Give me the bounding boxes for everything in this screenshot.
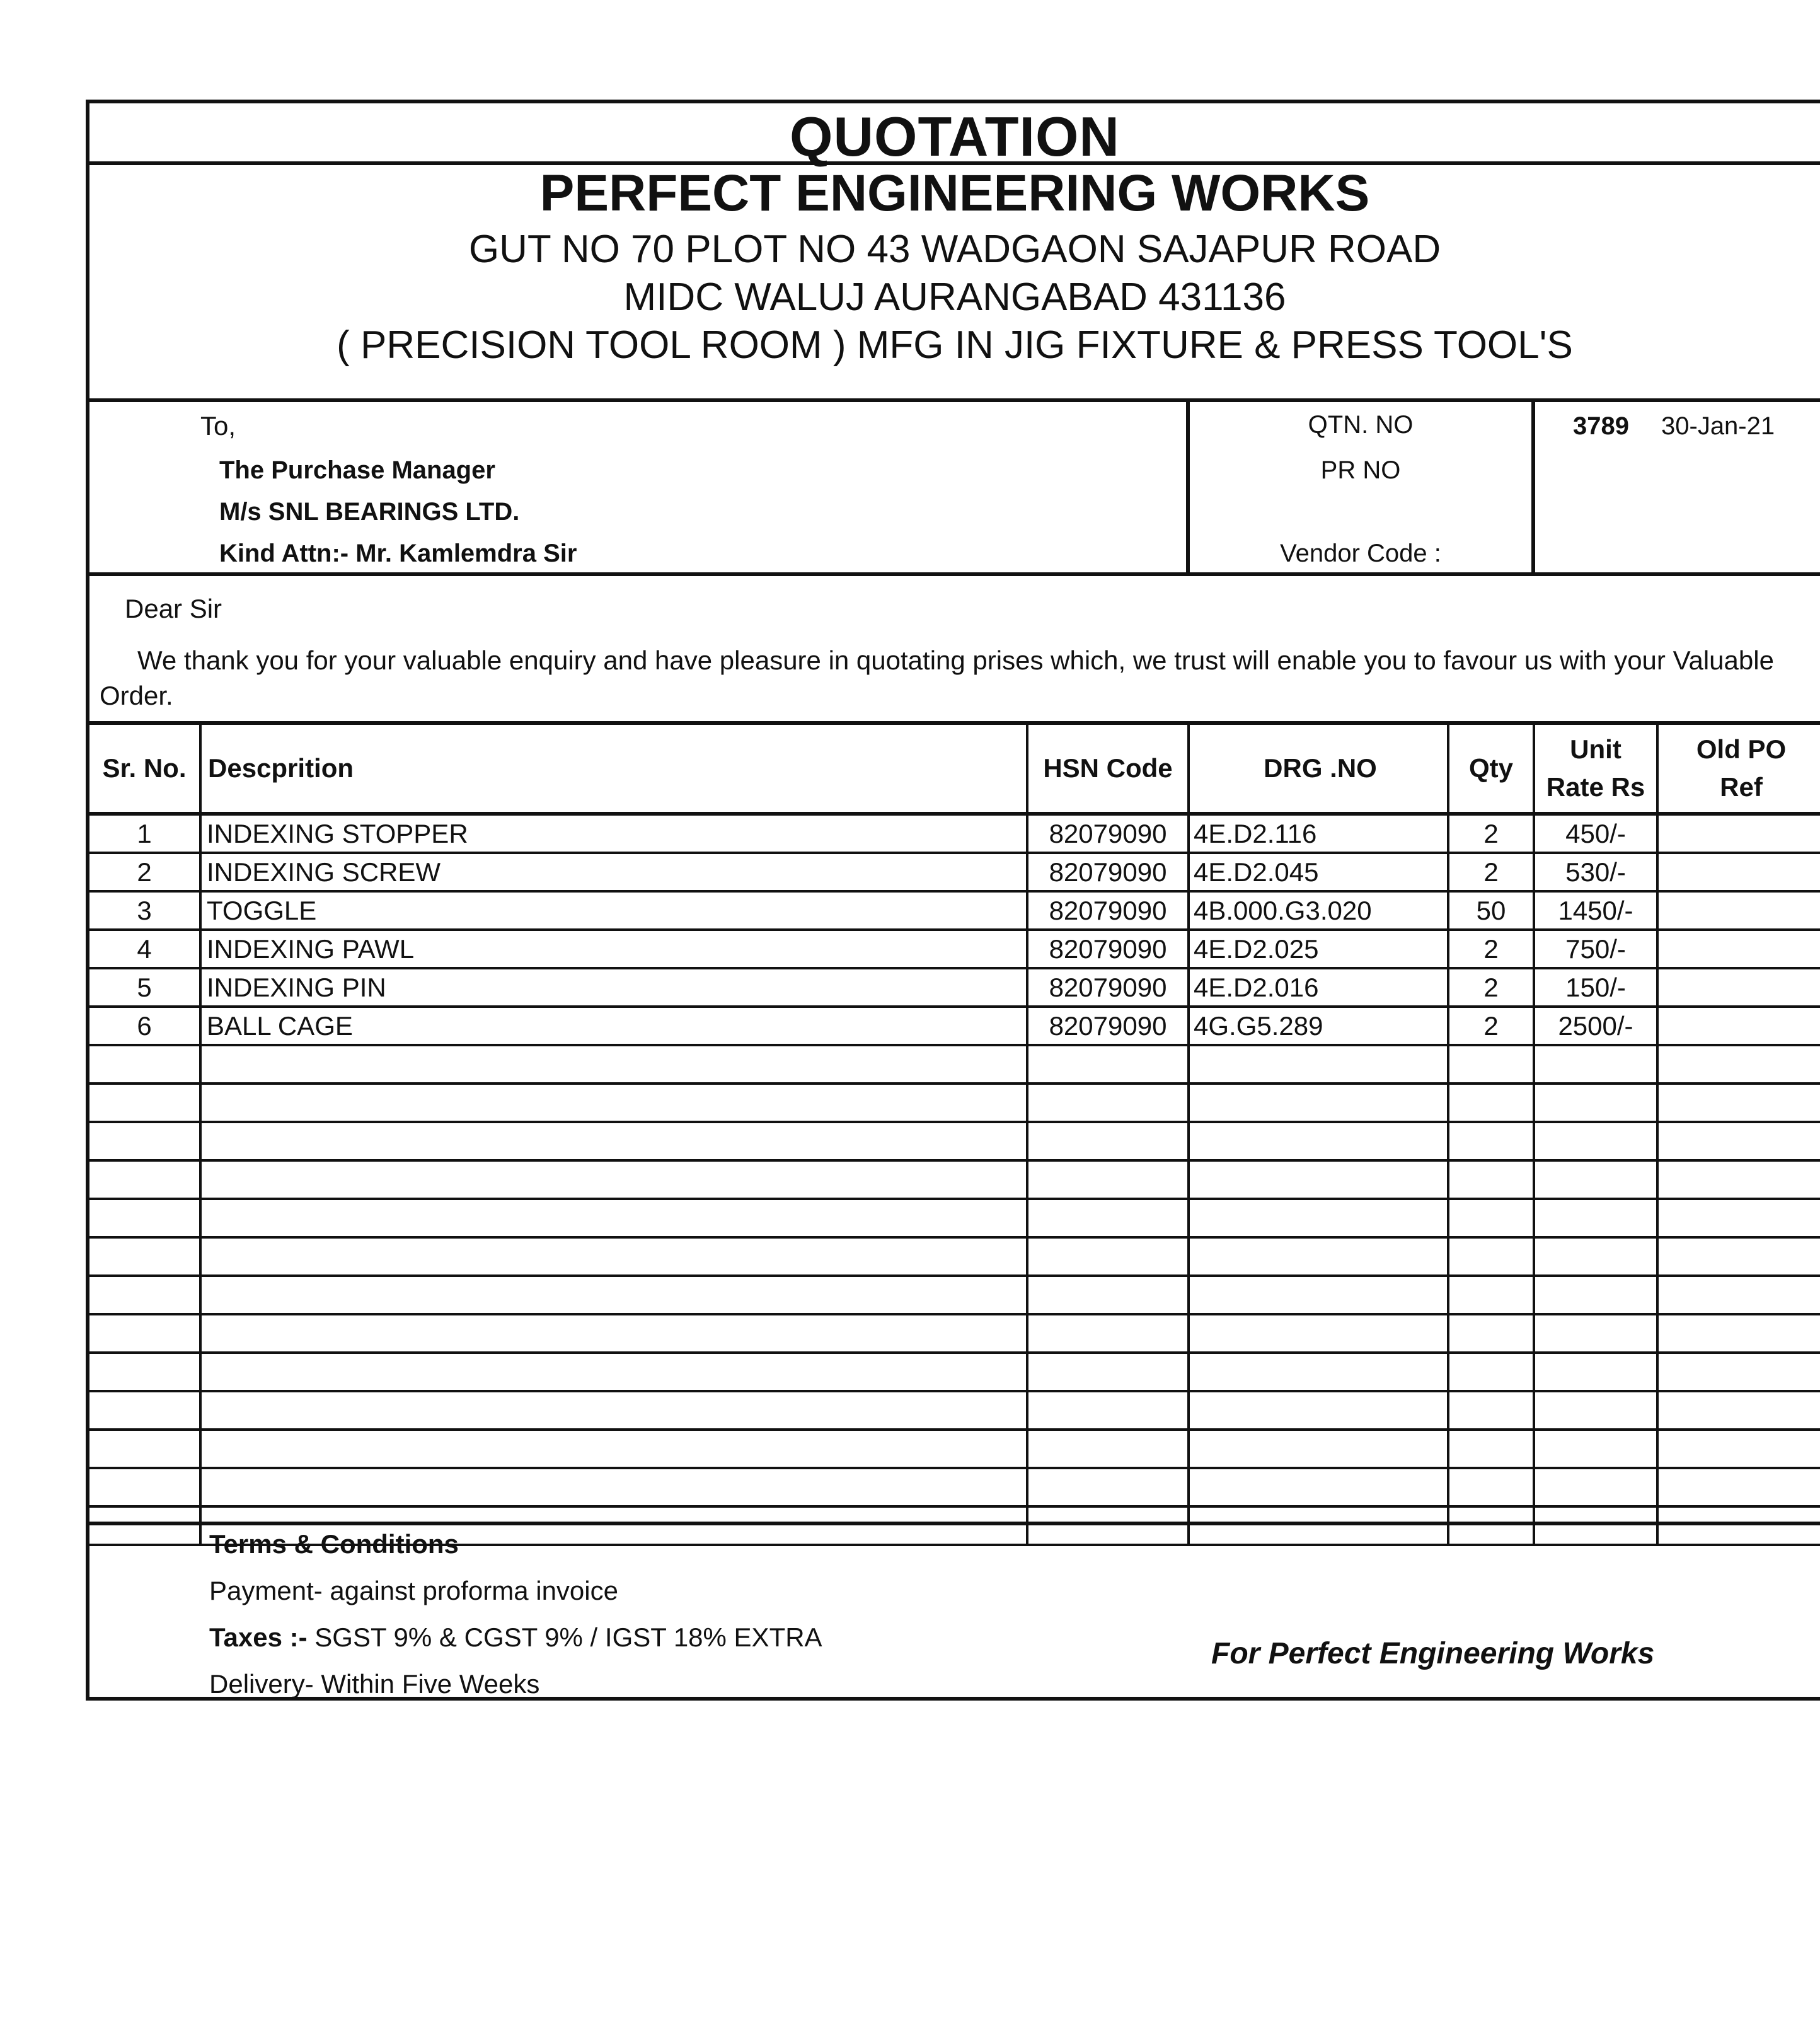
recipient-company: M/s SNL BEARINGS LTD. [219, 498, 520, 526]
header-hsn-code: HSN Code [1027, 725, 1189, 814]
cell-sr-no [89, 1276, 200, 1314]
cell-hsn-code [1027, 1199, 1189, 1237]
cell-unit-rate [1534, 1199, 1657, 1237]
company-name: PERFECT ENGINEERING WORKS [539, 165, 1370, 222]
header-unit-rate-line1: Unit [1570, 734, 1621, 764]
header-old-po-ref [1657, 725, 1820, 814]
cell-description [200, 1314, 1027, 1353]
cell-drg-no [1189, 1160, 1448, 1199]
cell-description [200, 1122, 1027, 1160]
cell-hsn-code [1027, 1314, 1189, 1353]
table-header-row [89, 725, 1820, 814]
cell-description [200, 1430, 1027, 1468]
header-sr-no: Sr. No. [89, 725, 200, 814]
cell-hsn-code: 82079090 [1027, 930, 1189, 968]
cell-drg-no [1189, 1314, 1448, 1353]
header-unit-rate-line2: Rate Rs [1546, 772, 1645, 802]
cell-unit-rate [1534, 1084, 1657, 1122]
qtn-no-label: QTN. NO [1308, 411, 1414, 439]
cell-qty [1448, 1084, 1534, 1122]
empty-table-row [89, 1391, 1820, 1430]
cell-qty [1448, 1430, 1534, 1468]
cell-qty: 50 [1448, 891, 1534, 930]
cell-sr-no [89, 1122, 200, 1160]
cell-sr-no: 3 [89, 891, 200, 930]
quotation-values-block [1535, 402, 1820, 572]
table-row [89, 1007, 1820, 1045]
terms-divider [89, 1522, 1820, 1525]
cell-hsn-code: 82079090 [1027, 891, 1189, 930]
cell-description [200, 1160, 1027, 1199]
cell-qty: 2 [1448, 853, 1534, 891]
cell-drg-no [1189, 1199, 1448, 1237]
cell-description [200, 1237, 1027, 1276]
cell-old-po-ref [1657, 891, 1820, 930]
cell-hsn-code [1027, 1045, 1189, 1084]
cell-old-po-ref [1657, 1468, 1820, 1506]
cell-hsn-code [1027, 1160, 1189, 1199]
cell-hsn-code [1027, 1237, 1189, 1276]
company-address-line2: MIDC WALUJ AURANGABAD 431136 [623, 275, 1286, 319]
empty-table-row [89, 1084, 1820, 1122]
cell-sr-no: 6 [89, 1007, 200, 1045]
cell-drg-no: 4E.D2.016 [1189, 968, 1448, 1007]
cell-old-po-ref [1657, 1237, 1820, 1276]
cell-drg-no [1189, 1468, 1448, 1506]
cell-qty [1448, 1391, 1534, 1430]
cell-hsn-code [1027, 1276, 1189, 1314]
cell-sr-no [89, 1314, 200, 1353]
cell-sr-no: 1 [89, 814, 200, 853]
cell-description: INDEXING SCREW [200, 853, 1027, 891]
header-unit-rate [1534, 725, 1657, 814]
cell-unit-rate: 1450/- [1534, 891, 1657, 930]
cell-hsn-code [1027, 1430, 1189, 1468]
terms-taxes [209, 1622, 822, 1653]
cell-qty [1448, 1122, 1534, 1160]
signoff: For Perfect Engineering Works [1211, 1637, 1655, 1670]
cell-description [200, 1199, 1027, 1237]
cell-qty [1448, 1353, 1534, 1391]
table-row [89, 930, 1820, 968]
empty-table-row [89, 1276, 1820, 1314]
qtn-number: 3789 [1573, 412, 1629, 440]
cell-qty: 2 [1448, 930, 1534, 968]
items-body [89, 814, 1820, 1545]
cell-hsn-code: 82079090 [1027, 853, 1189, 891]
cell-sr-no [89, 1353, 200, 1391]
cell-hsn-code: 82079090 [1027, 1007, 1189, 1045]
empty-table-row [89, 1314, 1820, 1353]
cell-old-po-ref [1657, 968, 1820, 1007]
cell-sr-no [89, 1045, 200, 1084]
cell-description [200, 1468, 1027, 1506]
cell-unit-rate [1534, 1506, 1657, 1545]
cell-sr-no [89, 1199, 200, 1237]
header-qty: Qty [1448, 725, 1534, 814]
header-old-po-line1: Old PO [1696, 734, 1787, 764]
cell-hsn-code [1027, 1391, 1189, 1430]
document-title: QUOTATION [790, 105, 1120, 168]
cell-old-po-ref [1657, 930, 1820, 968]
terms-delivery: Delivery- Within Five Weeks [209, 1669, 540, 1699]
empty-table-row [89, 1430, 1820, 1468]
cell-qty [1448, 1237, 1534, 1276]
cell-unit-rate: 750/- [1534, 930, 1657, 968]
cell-drg-no [1189, 1084, 1448, 1122]
empty-table-row [89, 1237, 1820, 1276]
cell-qty: 2 [1448, 968, 1534, 1007]
cell-drg-no [1189, 1430, 1448, 1468]
cell-unit-rate [1534, 1045, 1657, 1084]
empty-table-row [89, 1199, 1820, 1237]
items-table [89, 725, 1820, 1546]
cell-drg-no [1189, 1122, 1448, 1160]
cell-qty: 2 [1448, 814, 1534, 853]
cell-drg-no [1189, 1237, 1448, 1276]
cell-qty [1448, 1160, 1534, 1199]
cell-sr-no [89, 1391, 200, 1430]
cell-old-po-ref [1657, 1353, 1820, 1391]
cell-drg-no: 4B.000.G3.020 [1189, 891, 1448, 930]
cell-unit-rate [1534, 1391, 1657, 1430]
cell-sr-no [89, 1237, 200, 1276]
cell-qty [1448, 1506, 1534, 1545]
cell-description: INDEXING PAWL [200, 930, 1027, 968]
cell-qty [1448, 1314, 1534, 1353]
cell-old-po-ref [1657, 1045, 1820, 1084]
cell-old-po-ref [1657, 1160, 1820, 1199]
cell-hsn-code: 82079090 [1027, 814, 1189, 853]
cell-description: TOGGLE [200, 891, 1027, 930]
cell-drg-no: 4G.G5.289 [1189, 1007, 1448, 1045]
cell-hsn-code [1027, 1506, 1189, 1545]
cell-drg-no [1189, 1276, 1448, 1314]
cell-description [200, 1276, 1027, 1314]
header-description: Descprition [200, 725, 1027, 814]
cell-description [200, 1084, 1027, 1122]
cell-sr-no: 2 [89, 853, 200, 891]
cell-hsn-code [1027, 1468, 1189, 1506]
empty-table-row [89, 1468, 1820, 1506]
cell-unit-rate: 530/- [1534, 853, 1657, 891]
pr-no-label: PR NO [1320, 456, 1401, 484]
cell-old-po-ref [1657, 853, 1820, 891]
cell-old-po-ref [1657, 1199, 1820, 1237]
cell-old-po-ref [1657, 1430, 1820, 1468]
cell-qty [1448, 1199, 1534, 1237]
cell-description [200, 1045, 1027, 1084]
table-row [89, 853, 1820, 891]
terms-taxes-label: Taxes :- [209, 1622, 308, 1652]
cell-description: INDEXING PIN [200, 968, 1027, 1007]
empty-table-row [89, 1353, 1820, 1391]
cell-unit-rate: 2500/- [1534, 1007, 1657, 1045]
quotation-labels-block [1190, 402, 1535, 572]
to-label: To, [200, 411, 236, 441]
cell-drg-no: 4E.D2.025 [1189, 930, 1448, 968]
company-address-line1: GUT NO 70 PLOT NO 43 WADGAON SAJAPUR ROAD [468, 228, 1441, 271]
terms-payment: Payment- against proforma invoice [209, 1576, 618, 1605]
cell-unit-rate [1534, 1237, 1657, 1276]
quotation-document [86, 100, 1820, 1701]
cell-sr-no [89, 1084, 200, 1122]
cell-drg-no: 4E.D2.116 [1189, 814, 1448, 853]
cell-drg-no [1189, 1045, 1448, 1084]
recipient-block [89, 402, 1190, 572]
cell-old-po-ref [1657, 1276, 1820, 1314]
cell-description [200, 1391, 1027, 1430]
header-old-po-line2: Ref [1720, 772, 1763, 802]
cell-unit-rate [1534, 1276, 1657, 1314]
vendor-code-label: Vendor Code : [1280, 540, 1441, 567]
company-tagline: ( PRECISION TOOL ROOM ) MFG IN JIG FIXTURE & PRESS TOOL'S [337, 323, 1573, 367]
cell-description: BALL CAGE [200, 1007, 1027, 1045]
cell-sr-no [89, 1468, 200, 1506]
cell-description: INDEXING STOPPER [200, 814, 1027, 853]
cell-old-po-ref [1657, 1314, 1820, 1353]
cell-old-po-ref [1657, 814, 1820, 853]
cell-drg-no [1189, 1506, 1448, 1545]
cell-description [200, 1353, 1027, 1391]
cell-old-po-ref [1657, 1007, 1820, 1045]
info-section [89, 402, 1820, 576]
cell-unit-rate: 450/- [1534, 814, 1657, 853]
cell-hsn-code [1027, 1122, 1189, 1160]
cell-unit-rate [1534, 1430, 1657, 1468]
cell-unit-rate: 150/- [1534, 968, 1657, 1007]
cell-old-po-ref [1657, 1084, 1820, 1122]
header-drg-no: DRG .NO [1189, 725, 1448, 814]
table-row [89, 814, 1820, 853]
terms-taxes-value: SGST 9% & CGST 9% / IGST 18% EXTRA [307, 1622, 822, 1652]
empty-table-row [89, 1122, 1820, 1160]
cell-sr-no: 4 [89, 930, 200, 968]
cell-qty [1448, 1276, 1534, 1314]
cell-drg-no [1189, 1353, 1448, 1391]
cell-sr-no: 5 [89, 968, 200, 1007]
cell-unit-rate [1534, 1468, 1657, 1506]
cell-drg-no [1189, 1391, 1448, 1430]
cell-sr-no [89, 1506, 200, 1545]
empty-table-row [89, 1160, 1820, 1199]
cell-unit-rate [1534, 1353, 1657, 1391]
recipient-attention: Kind Attn:- Mr. Kamlemdra Sir [219, 540, 577, 567]
cell-old-po-ref [1657, 1122, 1820, 1160]
table-row [89, 968, 1820, 1007]
terms-heading: Terms & Conditions [209, 1529, 459, 1559]
table-row [89, 891, 1820, 930]
cell-qty [1448, 1045, 1534, 1084]
cell-hsn-code [1027, 1353, 1189, 1391]
cell-old-po-ref [1657, 1391, 1820, 1430]
cell-hsn-code [1027, 1084, 1189, 1122]
salutation: Dear Sir [125, 594, 222, 623]
cell-qty [1448, 1468, 1534, 1506]
cell-unit-rate [1534, 1122, 1657, 1160]
cell-qty: 2 [1448, 1007, 1534, 1045]
cell-drg-no: 4E.D2.045 [1189, 853, 1448, 891]
empty-table-row [89, 1045, 1820, 1084]
cell-hsn-code: 82079090 [1027, 968, 1189, 1007]
cell-unit-rate [1534, 1314, 1657, 1353]
cell-sr-no [89, 1160, 200, 1199]
cell-old-po-ref [1657, 1506, 1820, 1545]
letter-body: We thank you for your valuable enquiry and have pleasure in quotating prises which, we trust will enable you to favour us with your Valuable Order. [100, 645, 1774, 710]
recipient-title: The Purchase Manager [219, 456, 495, 484]
cell-sr-no [89, 1430, 200, 1468]
cell-unit-rate [1534, 1160, 1657, 1199]
qtn-date: 30-Jan-21 [1661, 412, 1775, 440]
